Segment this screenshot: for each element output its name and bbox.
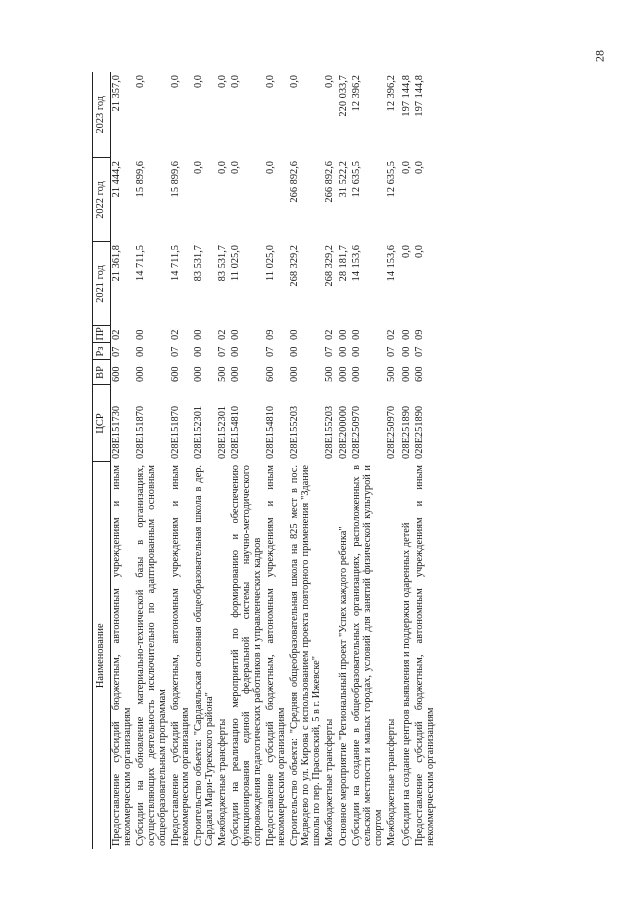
- row-vr-code: 600: [110, 366, 122, 382]
- row-value-2023: 12 396,2: [386, 75, 398, 112]
- row-pr-code: 02: [110, 329, 122, 340]
- row-value-2023: 197 144,8: [413, 75, 425, 117]
- row-pr-code: 00: [134, 329, 146, 340]
- row-tsr-code: 028E155203: [288, 405, 300, 459]
- row-name: Предоставление субсидий бюджетным, автономным учреждениям и иным некоммерческим организациям: [413, 465, 436, 846]
- row-value-2021: 268 329,2: [288, 245, 300, 287]
- col-header-2023: 2023 год: [93, 72, 111, 158]
- row-rz-code: 00: [193, 346, 205, 357]
- row-tsr-code: 028E151730: [110, 405, 122, 459]
- row-name: Субсидии на создание центров выявления и поддержки одаренных детей: [401, 522, 413, 846]
- row-value-2021: 14 711,5: [169, 245, 181, 281]
- row-value-2021: 14 153,6: [386, 245, 398, 282]
- row-pr-code: 00: [401, 329, 413, 340]
- table-row: [193, 72, 217, 849]
- row-name: Основное мероприятие "Региональный проект "Успех каждого ребенка": [338, 526, 350, 846]
- row-tsr-code: 028E151870: [134, 405, 146, 459]
- row-name: Субсидии на реализацию мероприятий по формированию и обеспечению функционирования единой федеральной системы научно-методического сопровождения педагогических работников и управленческих кадров: [230, 465, 263, 846]
- row-vr-code: 000: [351, 366, 363, 382]
- row-name: Межбюджетные трансферты: [217, 718, 229, 846]
- row-vr-code: 600: [264, 366, 276, 382]
- row-vr-code: 500: [386, 366, 398, 382]
- row-name: Межбюджетные трансферты: [323, 718, 335, 846]
- table-row: [351, 72, 386, 849]
- row-value-2022: 15 899,6: [169, 161, 181, 198]
- table-row: [265, 72, 289, 849]
- row-tsr-code: 028E152301: [193, 405, 205, 459]
- rotated-page-content: [92, 72, 537, 849]
- col-header-tsr: ЦСР: [93, 385, 111, 462]
- row-tsr-code: 028E251890: [413, 405, 425, 459]
- row-pr-code: 00: [351, 329, 363, 340]
- row-value-2022: 12 635,5: [386, 161, 398, 198]
- table-row: [336, 72, 351, 849]
- col-header-rz: Рз: [93, 343, 111, 360]
- row-value-2023: 0,0: [230, 75, 242, 88]
- row-name: Предоставление субсидий бюджетным, автономным учреждениям и иным некоммерческим организациям: [169, 465, 192, 846]
- row-value-2021: 14 711,5: [134, 245, 146, 281]
- row-vr-code: 000: [401, 366, 413, 382]
- row-value-2023: 0,0: [169, 75, 181, 88]
- row-name: Предоставление субсидий бюджетным, автономным учреждениям и иным некоммерческим организациям: [110, 465, 133, 846]
- row-rz-code: 07: [169, 346, 181, 357]
- row-value-2021: 268 329,2: [323, 245, 335, 287]
- row-name: Строительство объекта: "Средняя общеобразовательная школа на 825 мест в пос. Медведево по ул. Кирова с использованием проекта повторного применения "Здание школы по пер. Прасовский, 5 в г. Ижевске": [288, 465, 322, 846]
- row-pr-code: 00: [230, 329, 242, 340]
- col-header-name: Наименование: [93, 462, 111, 849]
- table-row: [289, 72, 324, 849]
- row-value-2023: 0,0: [193, 75, 205, 88]
- row-value-2023: 0,0: [134, 75, 146, 88]
- budget-table: [92, 72, 438, 849]
- row-rz-code: 07: [217, 346, 229, 357]
- row-value-2023: 0,0: [264, 75, 276, 88]
- row-rz-code: 00: [338, 346, 350, 357]
- row-value-2022: 0,0: [230, 161, 242, 174]
- row-rz-code: 00: [351, 346, 363, 357]
- row-value-2022: 31 522,2: [338, 161, 350, 198]
- row-name: Субсидии на создание в общеобразовательных организациях, расположенных в сельской местности и малых городах, условий для занятий физической культурой и спортом: [351, 465, 385, 846]
- row-pr-code: 00: [288, 329, 300, 340]
- row-vr-code: 000: [230, 366, 242, 382]
- row-rz-code: 07: [323, 346, 335, 357]
- col-header-pr: ПР: [93, 326, 111, 343]
- row-value-2021: 11 025,0: [264, 245, 276, 281]
- row-value-2022: 0,0: [413, 161, 425, 174]
- row-rz-code: 07: [110, 346, 122, 357]
- table-row: [386, 72, 399, 849]
- table-row: [110, 72, 134, 849]
- row-value-2022: 0,0: [217, 161, 229, 174]
- row-vr-code: 500: [217, 366, 229, 382]
- row-pr-code: 00: [193, 329, 205, 340]
- table-row: [135, 72, 170, 849]
- row-pr-code: 00: [338, 329, 350, 340]
- row-value-2023: 0,0: [288, 75, 300, 88]
- row-value-2022: 0,0: [193, 161, 205, 174]
- row-pr-code: 02: [386, 329, 398, 340]
- col-header-2022: 2022 год: [93, 158, 111, 242]
- row-pr-code: 02: [323, 329, 335, 340]
- row-tsr-code: 028E155203: [323, 405, 335, 459]
- page-number: 28: [592, 50, 607, 62]
- row-value-2023: 220 033,7: [338, 75, 350, 117]
- row-value-2021: 28 181,7: [338, 245, 350, 282]
- row-value-2022: 0,0: [401, 161, 413, 174]
- row-value-2022: 266 892,6: [323, 161, 335, 203]
- row-tsr-code: 028E200000: [338, 405, 350, 459]
- row-value-2022: 0,0: [264, 161, 276, 174]
- row-value-2023: 197 144,8: [401, 75, 413, 117]
- row-name: Субсидии на обновление материально-технической базы в организациях, осуществляющих деятельность исключительно по адаптированным основным общеобразовательным программам: [134, 465, 168, 846]
- row-vr-code: 000: [193, 366, 205, 382]
- row-tsr-code: 028E152301: [217, 405, 229, 459]
- row-tsr-code: 028E250970: [386, 405, 398, 459]
- row-value-2023: 21 357,0: [110, 75, 122, 112]
- row-value-2022: 15 899,6: [134, 161, 146, 198]
- row-value-2023: 12 396,2: [351, 75, 363, 112]
- row-tsr-code: 028E154810: [230, 405, 242, 459]
- row-vr-code: 600: [169, 366, 181, 382]
- row-vr-code: 600: [413, 366, 425, 382]
- table-row: [324, 72, 337, 849]
- row-name: Предоставление субсидий бюджетным, автономным учреждениям и иным некоммерческим организациям: [264, 465, 287, 846]
- row-vr-code: 500: [323, 366, 335, 382]
- row-value-2022: 266 892,6: [288, 161, 300, 203]
- row-tsr-code: 028E154810: [264, 405, 276, 459]
- col-header-vr: ВР: [93, 360, 111, 385]
- row-value-2021: 14 153,6: [351, 245, 363, 282]
- row-rz-code: 07: [413, 346, 425, 357]
- row-value-2021: 11 025,0: [230, 245, 242, 281]
- row-vr-code: 000: [134, 366, 146, 382]
- row-rz-code: 07: [264, 346, 276, 357]
- row-tsr-code: 028E250970: [351, 405, 363, 459]
- row-rz-code: 00: [288, 346, 300, 357]
- row-rz-code: 07: [386, 346, 398, 357]
- row-tsr-code: 028E151870: [169, 405, 181, 459]
- row-pr-code: 02: [217, 329, 229, 340]
- table-header: [93, 72, 111, 849]
- row-value-2022: 21 444,2: [110, 161, 122, 198]
- table-row: [217, 72, 230, 849]
- row-value-2021: 21 361,8: [110, 245, 122, 282]
- row-value-2023: 0,0: [323, 75, 335, 88]
- row-pr-code: 09: [264, 329, 276, 340]
- row-rz-code: 00: [401, 346, 413, 357]
- row-value-2021: 83 531,7: [217, 245, 229, 282]
- row-value-2021: 0,0: [413, 245, 425, 258]
- table-row: [414, 72, 438, 849]
- row-value-2021: 83 531,7: [193, 245, 205, 282]
- row-value-2023: 0,0: [217, 75, 229, 88]
- row-tsr-code: 028E251890: [401, 405, 413, 459]
- row-rz-code: 00: [230, 346, 242, 357]
- row-name: Строительство объекта: "Сардаяльская основная общеобразовательная школа в дер. Сардаял Мари-Турекского района": [193, 465, 216, 846]
- row-vr-code: 000: [288, 366, 300, 382]
- row-pr-code: 09: [413, 329, 425, 340]
- row-value-2022: 12 635,5: [351, 161, 363, 198]
- table-row: [399, 72, 414, 849]
- row-vr-code: 000: [338, 366, 350, 382]
- row-rz-code: 00: [134, 346, 146, 357]
- table-row: [230, 72, 265, 849]
- col-header-2021: 2021 год: [93, 242, 111, 326]
- row-value-2021: 0,0: [401, 245, 413, 258]
- table-row: [170, 72, 194, 849]
- row-name: Межбюджетные трансферты: [386, 718, 398, 846]
- table-body: [110, 72, 437, 849]
- row-pr-code: 02: [169, 329, 181, 340]
